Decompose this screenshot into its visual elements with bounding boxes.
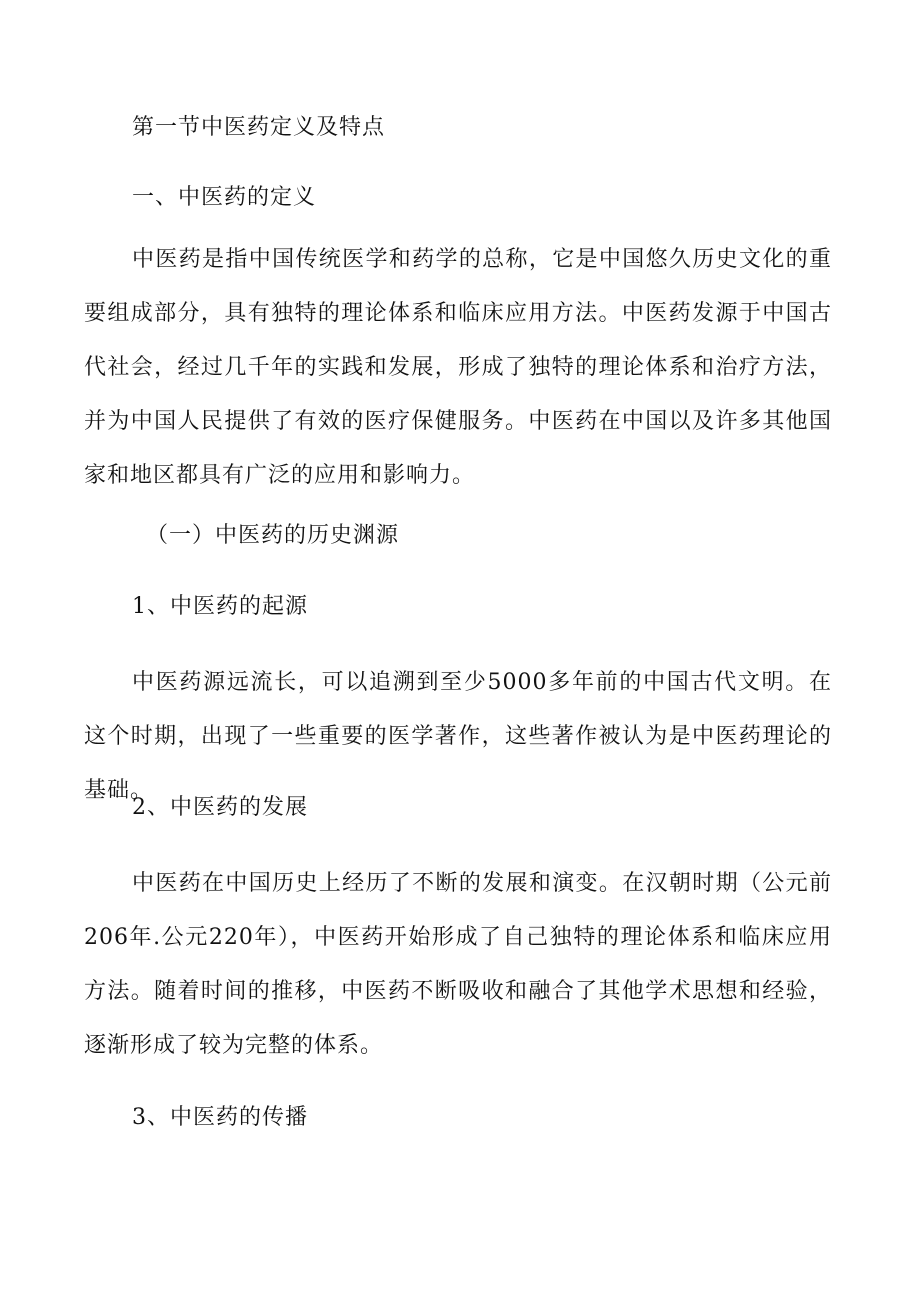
heading-origin: 1、中医药的起源 [132, 594, 308, 619]
section-title: 第一节中医药定义及特点 [132, 115, 386, 140]
heading-development: 2、中医药的发展 [132, 795, 308, 820]
paragraph-definition: 中医药是指中国传统医学和药学的总称，它是中国悠久历史文化的重要组成部分，具有独特的理论体系和临床应用方法。中医药发源于中国古代社会，经过几千年的实践和发展，形成了独特的理论体系和治疗方法，并为中国人民提供了有效的医疗保健服务。中医药在中国以及许多其他国家和地区都具有广泛的应用和影响力。 [84, 247, 832, 488]
heading-spread: 3、中医药的传播 [132, 1105, 308, 1130]
subheading-history: （一）中医药的历史渊源 [146, 523, 400, 548]
paragraph-origin: 中医药源远流长，可以追溯到至少5000多年前的中国古代文明。在这个时期，出现了一些重要的医学著作，这些著作被认为是中医药理论的基础。 [84, 670, 832, 803]
paragraph-development: 中医药在中国历史上经历了不断的发展和演变。在汉朝时期（公元前206年.公元220年），中医药开始形成了自己独特的理论体系和临床应用方法。随着时间的推移，中医药不断吸收和融合了其他学术思想和经验，逐渐形成了较为完整的体系。 [84, 871, 832, 1058]
heading-definition: 一、中医药的定义 [132, 185, 317, 210]
